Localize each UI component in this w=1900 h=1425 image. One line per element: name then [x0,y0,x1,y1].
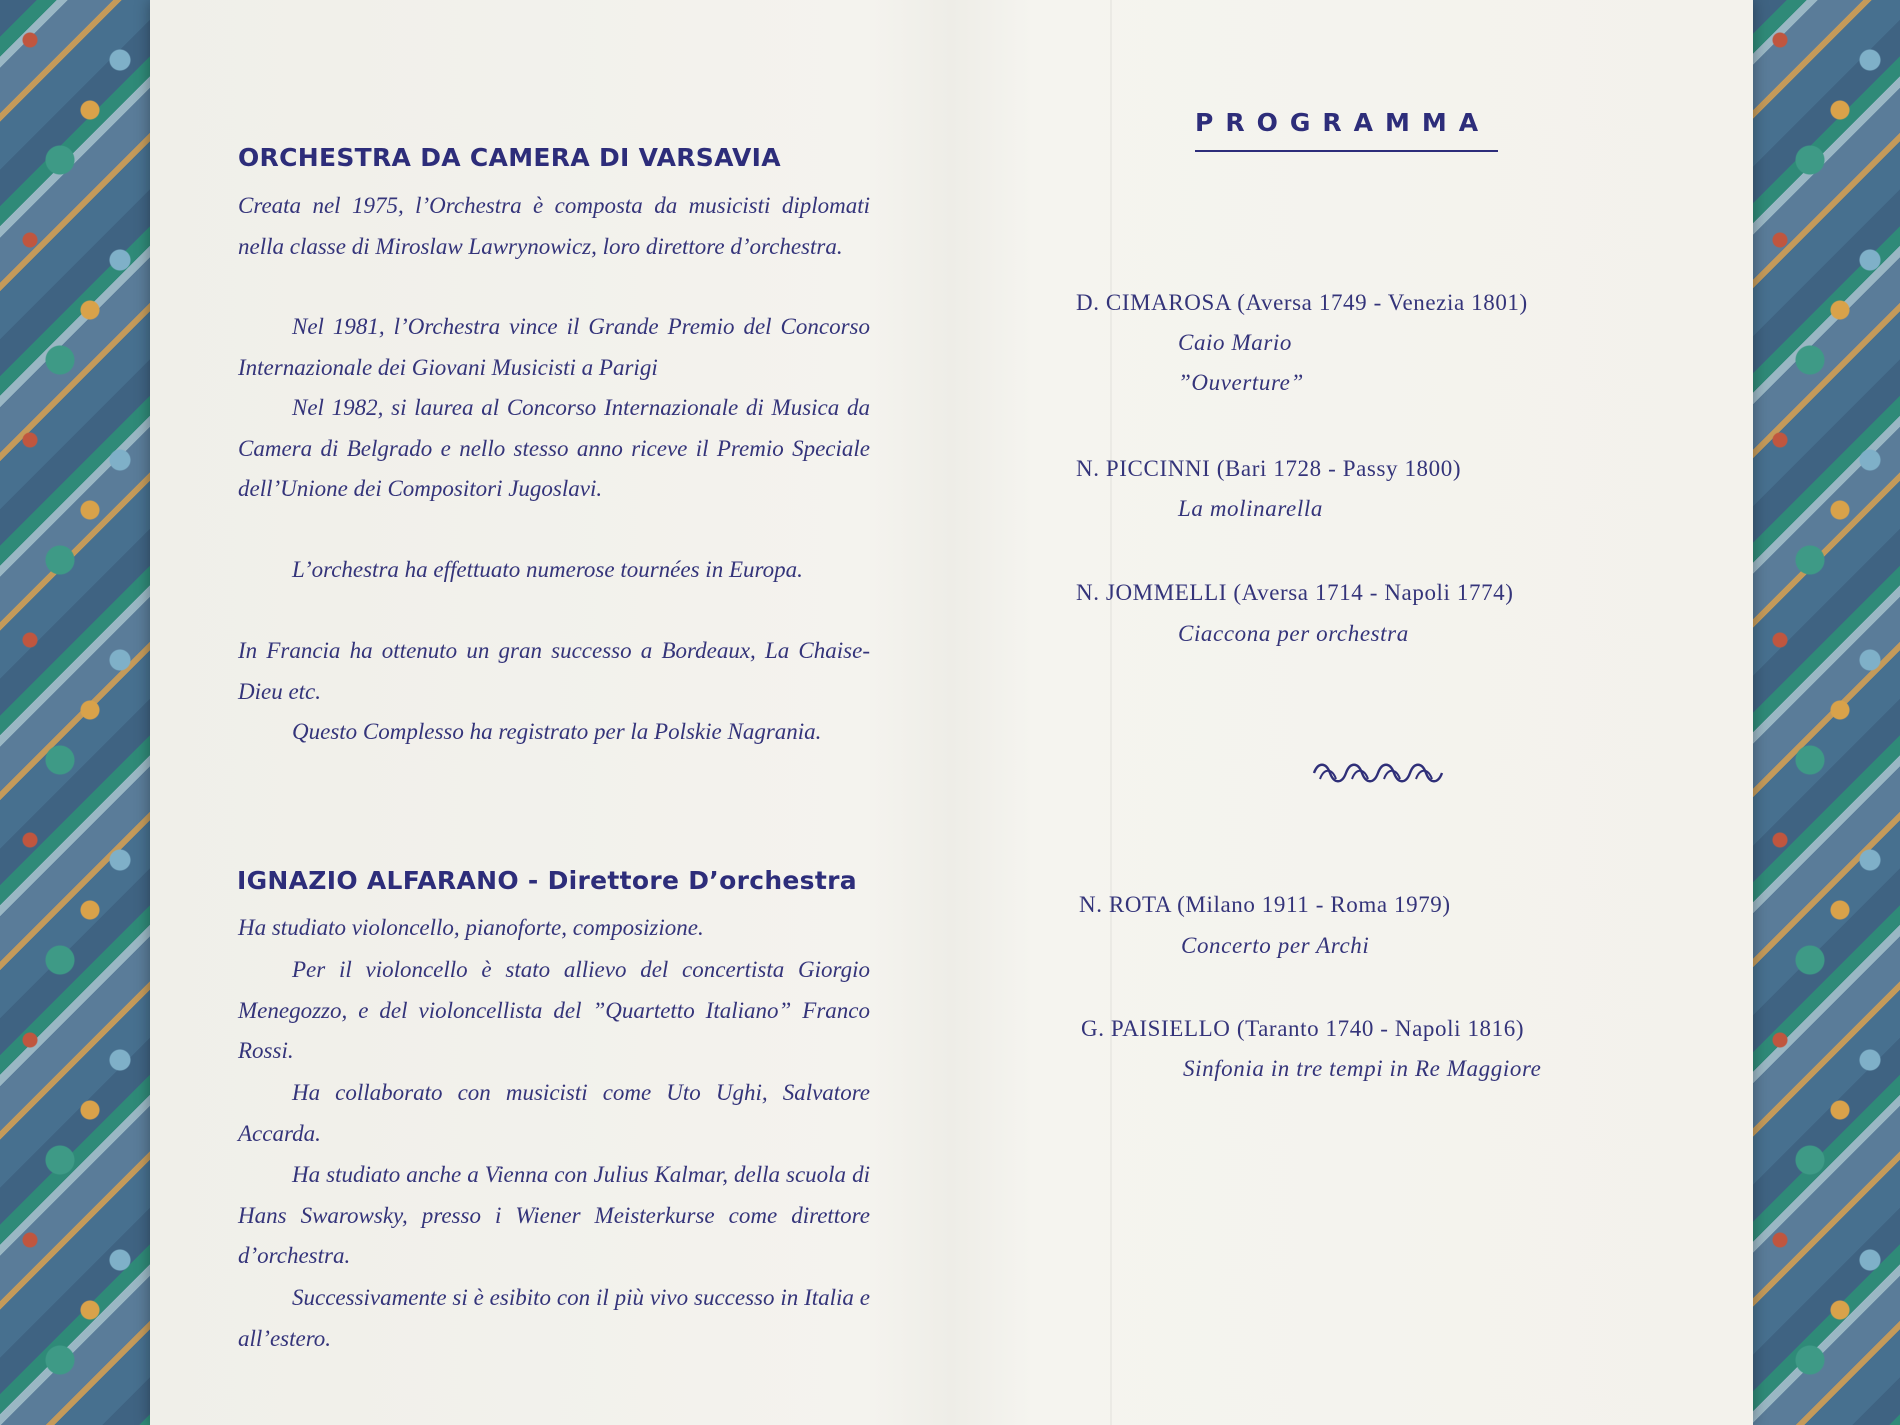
fabric-background-left [0,0,158,1425]
programme-composer: N. ROTA (Milano 1911 - Roma 1979) [1079,892,1451,917]
page-fold [1110,0,1112,1425]
orchestra-paragraph: L’orchestra ha effettuato numerose tournées in Europa. [292,557,803,582]
programme-work: Ciaccona per orchestra [1178,621,1409,646]
orchestra-paragraph: In Francia ha ottenuto un gran successo a Bordeaux, La Chaise-Dieu etc. [238,638,870,704]
orchestra-paragraph: Creata nel 1975, l’Orchestra è composta da musicisti diplomati nella classe di Miroslaw Lawrynowicz, loro direttore d’orchestra. [238,193,870,259]
conductor-paragraph: Per il violoncello è stato allievo del concertista Giorgio Menegozzo, e del violoncellista del ”Quartetto Italiano” Franco Rossi. [238,957,870,1063]
conductor-paragraph: Ha collaborato con musicisti come Uto Ughi, Salvatore Accarda. [238,1080,870,1146]
programme-title: PROGRAMMA [1195,108,1491,137]
programme-composer: N. JOMMELLI (Aversa 1714 - Napoli 1774) [1076,580,1514,605]
programme-composer: D. CIMAROSA (Aversa 1749 - Venezia 1801) [1076,290,1528,315]
orchestra-heading: ORCHESTRA DA CAMERA DI VARSAVIA [238,143,781,172]
conductor-heading: IGNAZIO ALFARANO - Direttore D’orchestra [237,866,857,895]
fabric-background-right [1750,0,1900,1425]
orchestra-paragraph: Nel 1982, si laurea al Concorso Internazionale di Musica da Camera di Belgrado e nello stesso anno riceve il Premio Speciale dell’Unione dei Compositori Jugoslavi. [238,395,870,501]
programme-work: ”Ouverture” [1178,370,1304,395]
programme-composer: G. PAISIELLO (Taranto 1740 - Napoli 1816) [1081,1016,1525,1041]
orchestra-paragraph: Questo Complesso ha registrato per la Polskie Nagrania. [292,719,822,744]
programme-composer: N. PICCINNI (Bari 1728 - Passy 1800) [1076,456,1462,481]
programme-title-underline [1195,150,1498,152]
conductor-paragraph: Ha studiato violoncello, pianoforte, composizione. [238,915,704,940]
orchestra-paragraph: Nel 1981, l’Orchestra vince il Grande Premio del Concorso Internazionale dei Giovani Musicisti a Parigi [238,314,870,380]
programme-work: Sinfonia in tre tempi in Re Maggiore [1183,1056,1542,1081]
conductor-paragraph: Ha studiato anche a Vienna con Julius Kalmar, della scuola di Hans Swarowsky, presso i Wiener Meisterkurse come direttore d’orchestra. [238,1162,870,1268]
programme-work: Caio Mario [1178,330,1292,355]
wave-ornament-icon [1312,760,1450,786]
programme-work: Concerto per Archi [1181,933,1370,958]
conductor-paragraph: Successivamente si è esibito con il più vivo successo in Italia e all’estero. [238,1285,870,1351]
programme-work: La molinarella [1178,496,1323,521]
